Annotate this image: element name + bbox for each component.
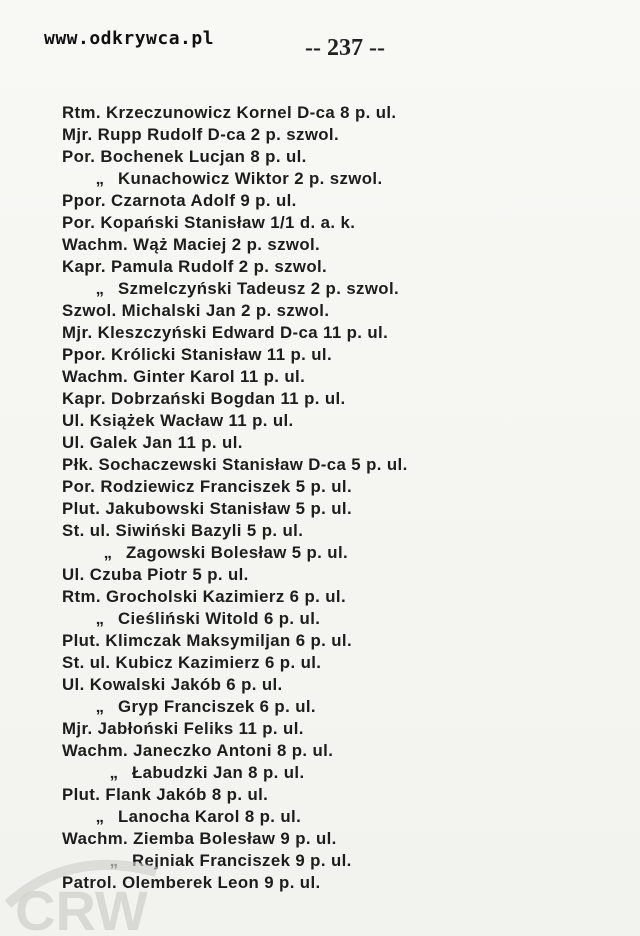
roster-entry	[62, 366, 582, 388]
roster-entry	[62, 696, 582, 718]
roster-entry	[62, 322, 582, 344]
roster-entry-text: Cieśliński Witold 6 p. ul.	[118, 609, 321, 628]
roster-entry	[62, 498, 582, 520]
roster-entry-text: Por. Kopański Stanisław 1/1 d. a. k.	[62, 213, 356, 232]
ditto-mark: „	[109, 763, 119, 782]
roster-entry-text: St. ul. Siwiński Bazyli 5 p. ul.	[62, 521, 304, 540]
roster-entry	[62, 278, 582, 300]
stamp-text: CRW	[15, 879, 148, 936]
roster-entry-text: Wachm. Ginter Karol 11 p. ul.	[62, 367, 306, 386]
roster-entry-text: Kapr. Dobrzański Bogdan 11 p. ul.	[62, 389, 346, 408]
roster-entry-text: Por. Rodziewicz Franciszek 5 p. ul.	[62, 477, 353, 496]
ditto-mark: „	[95, 807, 105, 826]
roster-entry-text: Rtm. Krzeczunowicz Kornel D-ca 8 p. ul.	[62, 103, 397, 122]
roster-entry	[62, 300, 582, 322]
roster-entry	[62, 608, 582, 630]
roster-entry	[62, 190, 582, 212]
site-watermark-label: www.odkrywca.pl	[44, 28, 215, 49]
roster-entry	[62, 630, 582, 652]
roster-entry	[62, 674, 582, 696]
roster-entry	[62, 388, 582, 410]
roster-entry-text: Wachm. Ziemba Bolesław 9 p. ul.	[62, 829, 337, 848]
roster-entry-text: Szmelczyński Tadeusz 2 p. szwol.	[118, 279, 400, 298]
roster-entry-text: Ppor. Królicki Stanisław 11 p. ul.	[62, 345, 333, 364]
roster-entry-text: Plut. Jakubowski Stanisław 5 p. ul.	[62, 499, 353, 518]
roster-entry	[62, 652, 582, 674]
roster-entry	[62, 256, 582, 278]
roster-entry	[62, 740, 582, 762]
roster-entry-text: Wachm. Janeczko Antoni 8 p. ul.	[62, 741, 334, 760]
roster-entry-text: Mjr. Kleszczyński Edward D-ca 11 p. ul.	[62, 323, 389, 342]
roster-entry-text: Rtm. Grocholski Kazimierz 6 p. ul.	[62, 587, 347, 606]
roster-entry-text: Rejniak Franciszek 9 p. ul.	[132, 851, 352, 870]
roster-entry-text: Plut. Flank Jakób 8 p. ul.	[62, 785, 269, 804]
roster-entry-text: St. ul. Kubicz Kazimierz 6 p. ul.	[62, 653, 322, 672]
roster-entry-text: Mjr. Rupp Rudolf D-ca 2 p. szwol.	[62, 125, 340, 144]
roster-entry	[62, 212, 582, 234]
roster-entry	[62, 234, 582, 256]
roster-entry-text: Szwol. Michalski Jan 2 p. szwol.	[62, 301, 330, 320]
roster-entry	[62, 168, 582, 190]
roster-entry-text: Zagowski Bolesław 5 p. ul.	[126, 543, 349, 562]
roster-entry-text: Plut. Klimczak Maksymiljan 6 p. ul.	[62, 631, 353, 650]
roster-entry	[62, 586, 582, 608]
roster-entry	[62, 828, 582, 850]
roster-entry-text: Por. Bochenek Lucjan 8 p. ul.	[62, 147, 307, 166]
roster-entry-text: Kunachowicz Wiktor 2 p. szwol.	[118, 169, 383, 188]
roster-entry-text: Ul. Czuba Piotr 5 p. ul.	[62, 565, 249, 584]
ditto-mark: „	[95, 697, 105, 716]
roster-entry-text: Gryp Franciszek 6 p. ul.	[118, 697, 316, 716]
roster-entry	[62, 454, 582, 476]
roster-entry	[62, 520, 582, 542]
roster-entry	[62, 806, 582, 828]
roster-entry	[62, 718, 582, 740]
roster-entry-text: Lanocha Karol 8 p. ul.	[118, 807, 302, 826]
ditto-mark: „	[95, 169, 105, 188]
roster-entry-text: Patrol. Olemberek Leon 9 p. ul.	[62, 873, 321, 892]
roster-entry-text: Mjr. Jabłoński Feliks 11 p. ul.	[62, 719, 304, 738]
roster-entry-text: Płk. Sochaczewski Stanisław D-ca 5 p. ul.	[62, 455, 408, 474]
roster-entry	[62, 146, 582, 168]
roster-entry	[62, 542, 582, 564]
roster-entry	[62, 850, 582, 872]
roster-entry-text: Ppor. Czarnota Adolf 9 p. ul.	[62, 191, 297, 210]
roster-entry	[62, 872, 582, 894]
roster-list	[62, 102, 582, 894]
roster-entry	[62, 476, 582, 498]
roster-entry	[62, 784, 582, 806]
roster-entry-text: Ul. Galek Jan 11 p. ul.	[62, 433, 243, 452]
roster-entry	[62, 410, 582, 432]
roster-entry	[62, 124, 582, 146]
roster-entry	[62, 432, 582, 454]
roster-entry-text: Ul. Kowalski Jakób 6 p. ul.	[62, 675, 283, 694]
ditto-mark: „	[103, 543, 113, 562]
roster-entry	[62, 762, 582, 784]
roster-entry-text: Kapr. Pamula Rudolf 2 p. szwol.	[62, 257, 328, 276]
roster-entry-text: Wachm. Wąż Maciej 2 p. szwol.	[62, 235, 321, 254]
ditto-mark: „	[95, 279, 105, 298]
ditto-mark: „	[95, 609, 105, 628]
roster-entry	[62, 564, 582, 586]
ditto-mark: „	[109, 851, 119, 870]
roster-entry	[62, 102, 582, 124]
roster-entry-text: Ul. Książek Wacław 11 p. ul.	[62, 411, 294, 430]
page-number: -- 237 --	[305, 35, 385, 61]
roster-entry-text: Łabudzki Jan 8 p. ul.	[132, 763, 305, 782]
roster-entry	[62, 344, 582, 366]
